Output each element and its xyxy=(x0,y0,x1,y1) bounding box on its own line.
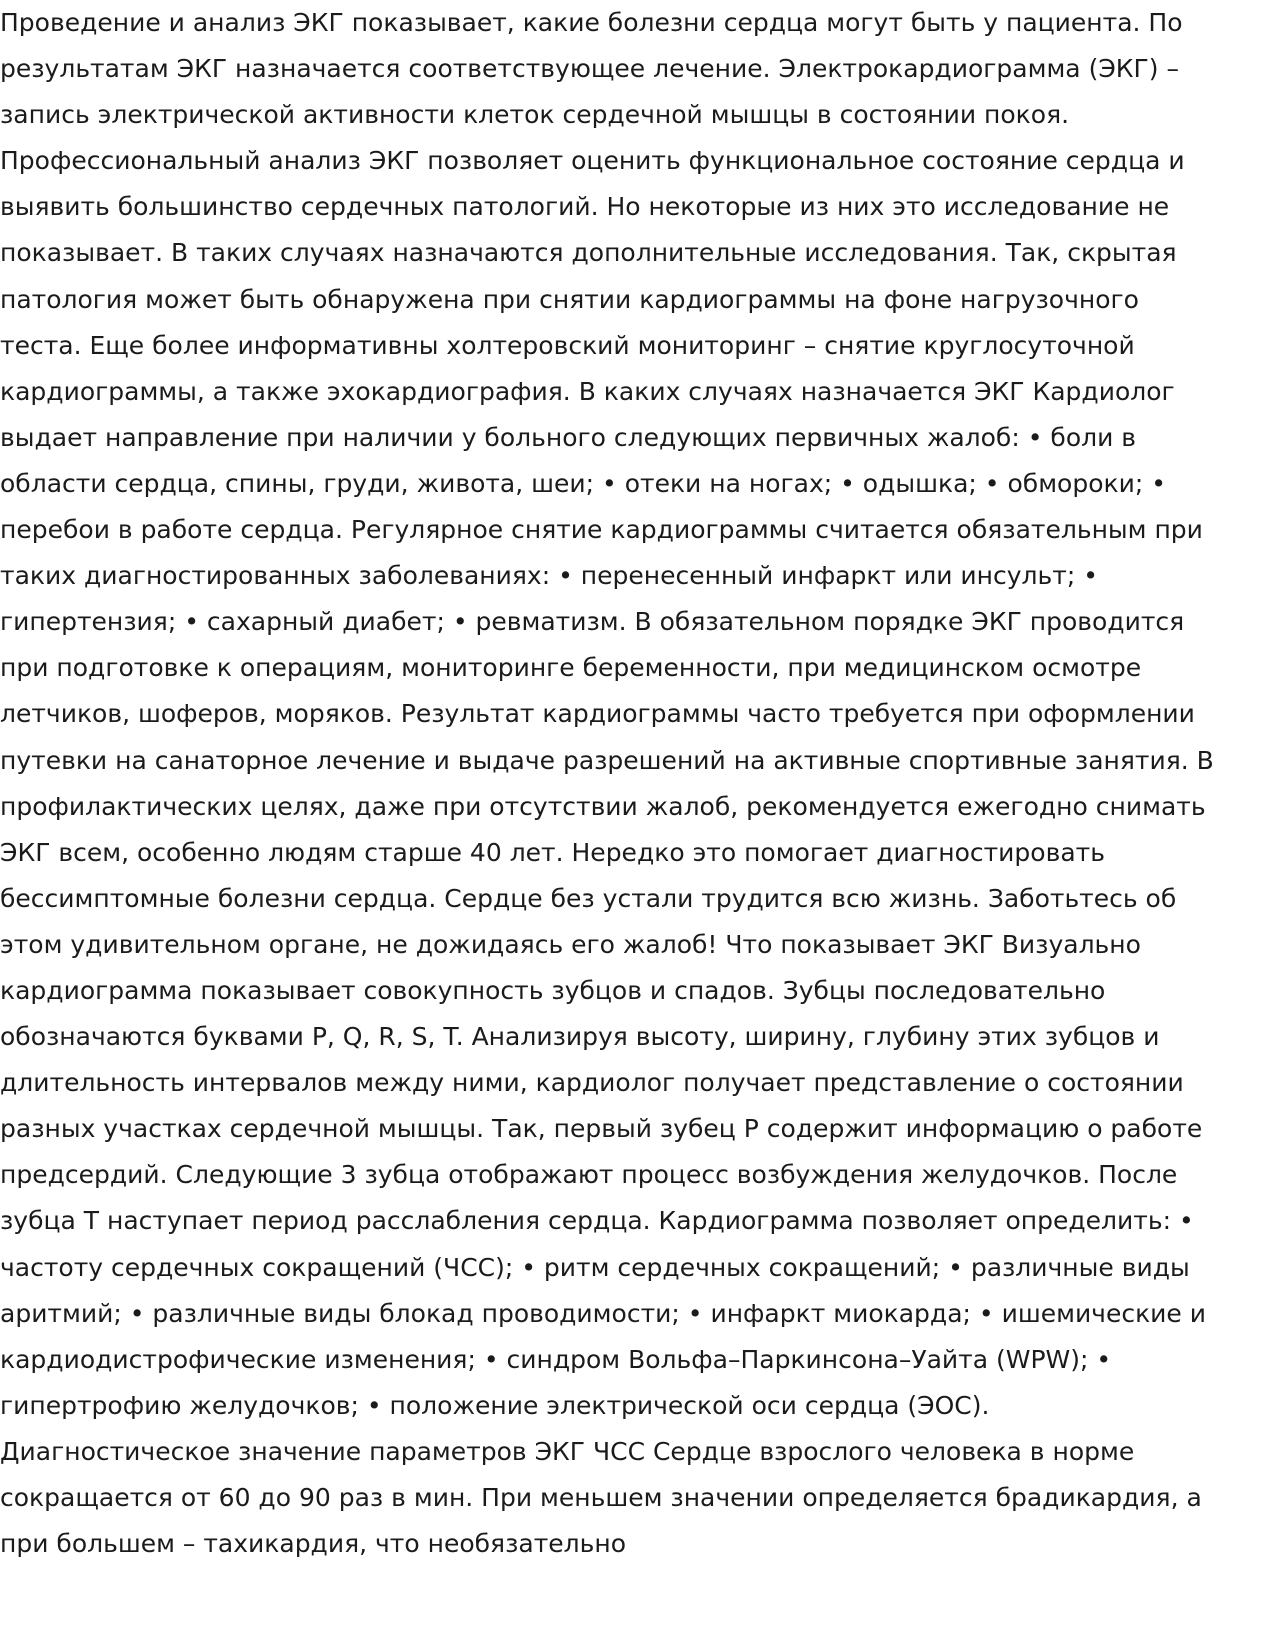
text-line: разных участках сердечной мышцы. Так, первый зубец P содержит информацию о работе xyxy=(0,1114,1203,1144)
text-line: летчиков, шоферов, моряков. Результат кардиограммы часто требуется при оформлении xyxy=(0,699,1195,729)
text-line: профилактических целях, даже при отсутствии жалоб, рекомендуется ежегодно снимать xyxy=(0,791,1206,821)
text-line: предсердий. Следующие 3 зубца отображают процесс возбуждения желудочков. После xyxy=(0,1160,1178,1190)
text-line: патология может быть обнаружена при снятии кардиограммы на фоне нагрузочного xyxy=(0,284,1139,314)
text-line: кардиограммы, а также эхокардиография. В каких случаях назначается ЭКГ Кардиолог xyxy=(0,376,1175,406)
text-line: частоту сердечных сокращений (ЧСС); • ритм сердечных сокращений; • различные виды xyxy=(0,1252,1190,1282)
text-line: аритмий; • различные виды блокад проводимости; • инфаркт миокарда; • ишемические и xyxy=(0,1298,1207,1328)
text-line: запись электрической активности клеток сердечной мышцы в состоянии покоя. xyxy=(0,100,1070,130)
text-line: длительность интервалов между ними, кардиолог получает представление о состоянии xyxy=(0,1068,1184,1098)
text-line: путевки на санаторное лечение и выдаче разрешений на активные спортивные занятия. В xyxy=(0,745,1214,775)
text-line: результатам ЭКГ назначается соответствующее лечение. Электрокардиограмма (ЭКГ) – xyxy=(0,54,1179,84)
text-line: кардиограмма показывает совокупность зубцов и спадов. Зубцы последовательно xyxy=(0,975,1106,1005)
text-line: бессимптомные болезни сердца. Сердце без устали трудится всю жизнь. Заботьтесь об xyxy=(0,883,1177,913)
text-line: Диагностическое значение параметров ЭКГ ЧСС Сердце взрослого человека в норме xyxy=(0,1436,1135,1466)
text-line: выявить большинство сердечных патологий. Но некоторые из них это исследование не xyxy=(0,192,1170,222)
text-line: при подготовке к операциям, мониторинге беременности, при медицинском осмотре xyxy=(0,653,1142,683)
text-line: гипертензия; • сахарный диабет; • ревматизм. В обязательном порядке ЭКГ проводится xyxy=(0,607,1185,637)
text-line: показывает. В таких случаях назначаются дополнительные исследования. Так, скрытая xyxy=(0,238,1177,268)
text-line: ЭКГ всем, особенно людям старше 40 лет. Нередко это помогает диагностировать xyxy=(0,837,1105,867)
text-line: области сердца, спины, груди, живота, шеи; • отеки на ногах; • одышка; • обмороки; • xyxy=(0,468,1166,498)
text-line: обозначаются буквами P, Q, R, S, T. Анализируя высоту, ширину, глубину этих зубцов и xyxy=(0,1022,1160,1052)
text-line: таких диагностированных заболеваниях: • перенесенный инфаркт или инсульт; • xyxy=(0,561,1098,591)
text-line: этом удивительном органе, не дожидаясь его жалоб! Что показывает ЭКГ Визуально xyxy=(0,929,1141,959)
text-line: зубца T наступает период расслабления сердца. Кардиограмма позволяет определить: • xyxy=(0,1206,1194,1236)
text-line: Профессиональный анализ ЭКГ позволяет оценить функциональное состояние сердца и xyxy=(0,146,1185,176)
text-line: при большем – тахикардия, что необязательно xyxy=(0,1529,626,1559)
text-line: гипертрофию желудочков; • положение электрической оси сердца (ЭОС). xyxy=(0,1390,990,1420)
text-line: сокращается от 60 до 90 раз в мин. При меньшем значении определяется брадикардия, а xyxy=(0,1483,1202,1512)
text-line: теста. Еще более информативны холтеровский мониторинг – снятие круглосуточной xyxy=(0,330,1135,360)
text-line: перебои в работе сердца. Регулярное снятие кардиограммы считается обязательным при xyxy=(0,515,1203,545)
text-line: Проведение и анализ ЭКГ показывает, какие болезни сердца могут быть у пациента. По xyxy=(0,8,1183,37)
text-line: выдает направление при наличии у больного следующих первичных жалоб: • боли в xyxy=(0,422,1137,452)
text-line: кардиодистрофические изменения; • синдром Вольфа–Паркинсона–Уайта (WPW); • xyxy=(0,1344,1112,1374)
